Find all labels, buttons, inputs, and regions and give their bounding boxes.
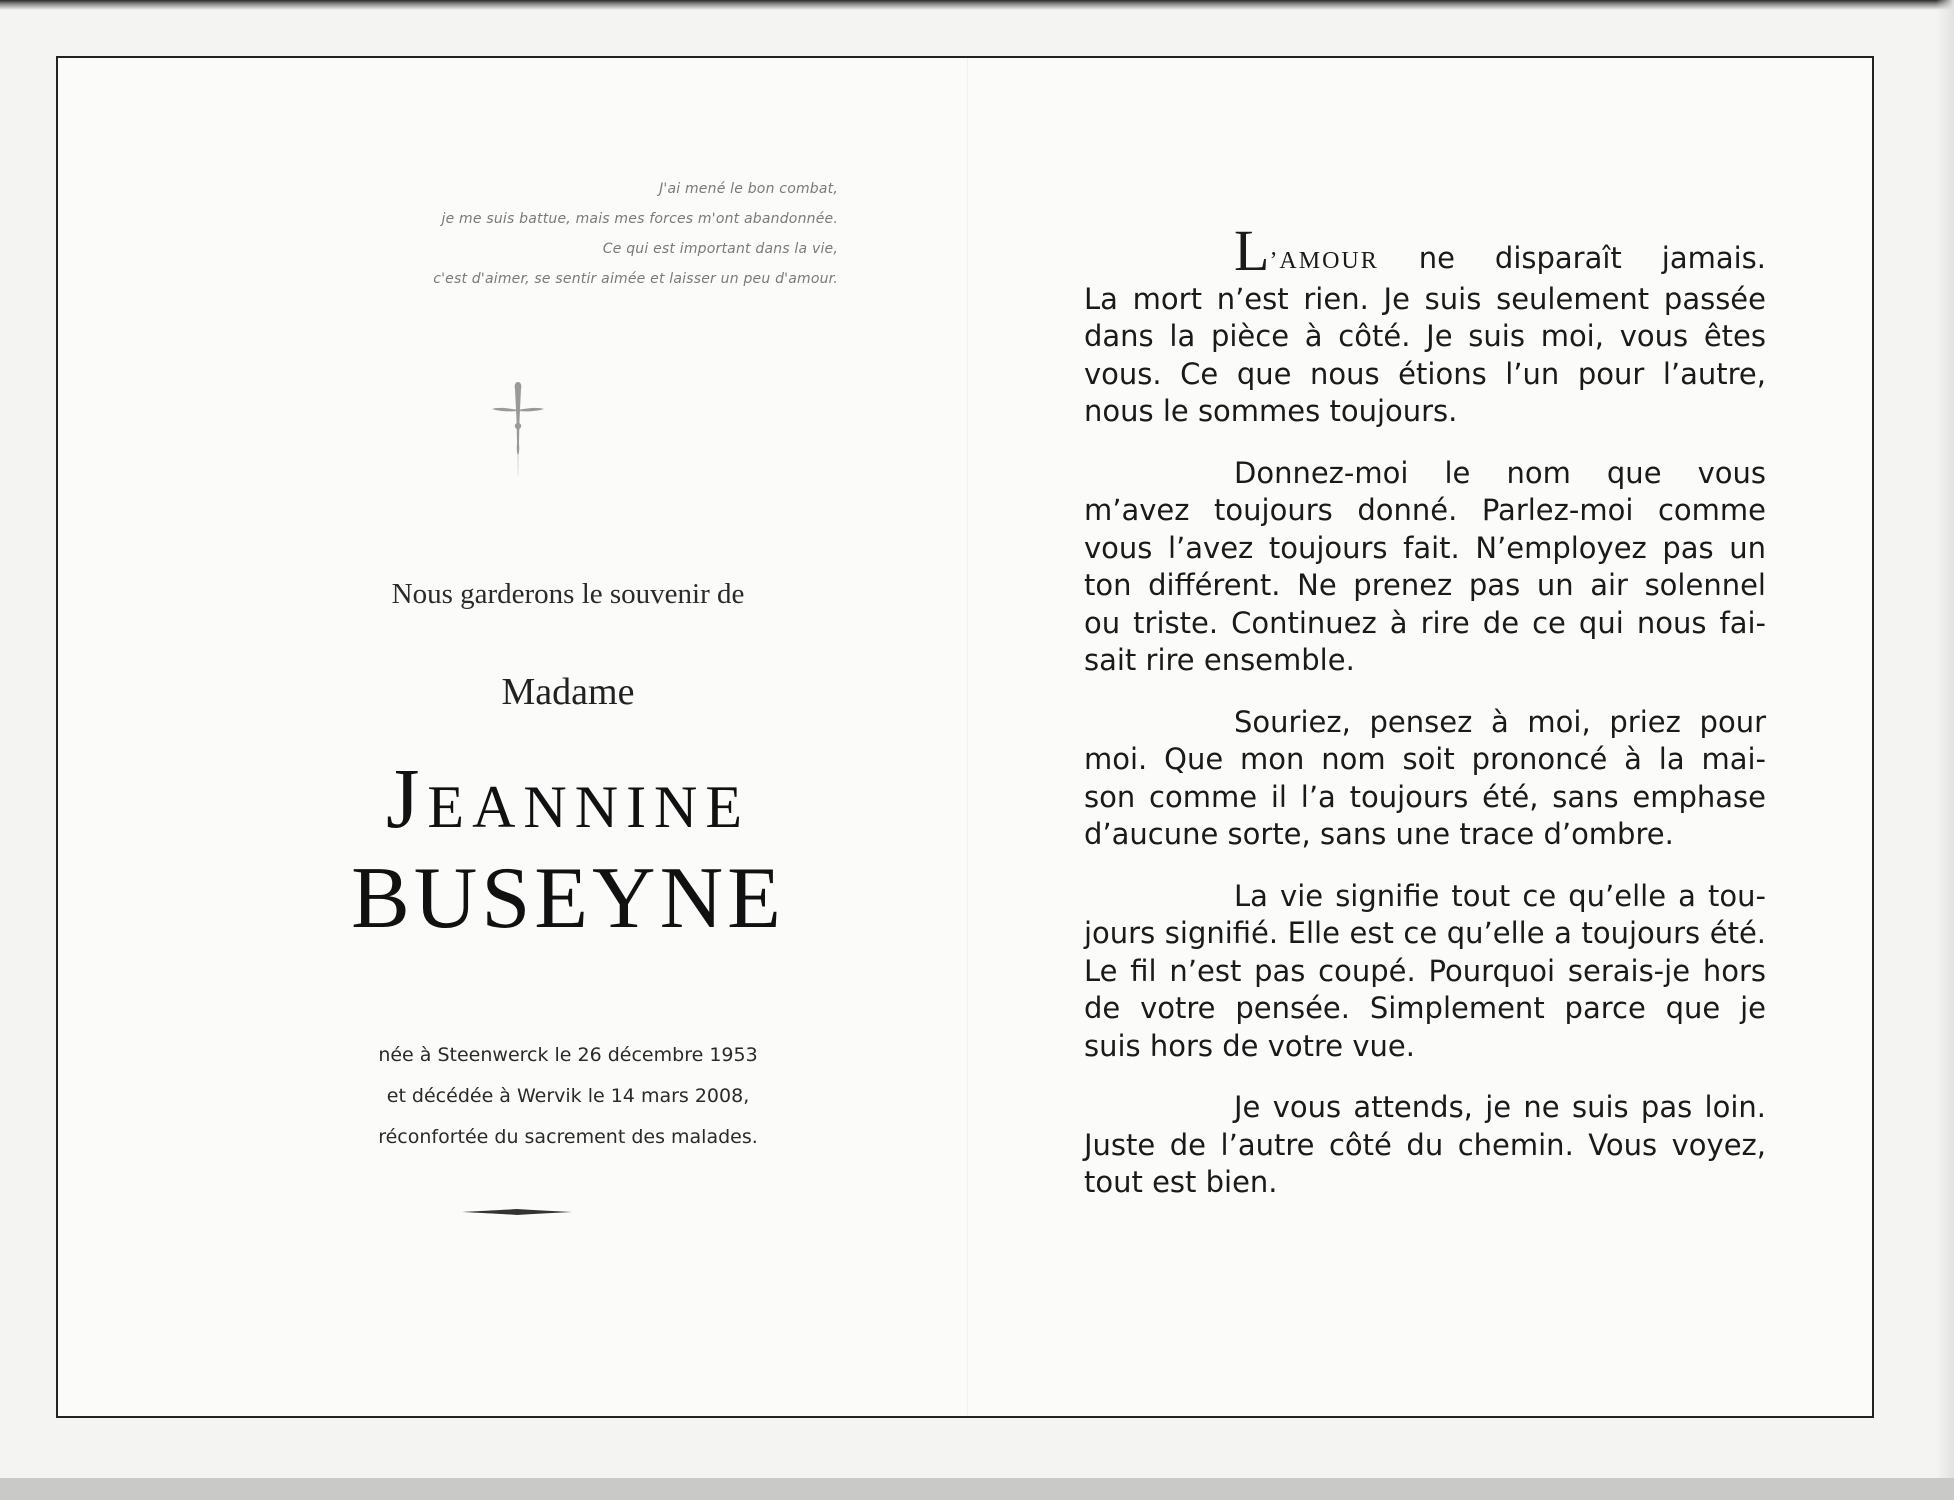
honorific: Madame — [501, 671, 635, 713]
first-name-rest: EANNINE — [427, 774, 751, 840]
poem — [1084, 218, 1766, 1226]
epigraph-line: je me suis battue, mais mes forces m'ont abandonnée. — [441, 211, 838, 227]
poem-line: Je vous attends, je ne suis pas loin. — [1234, 1090, 1766, 1124]
poem-paragraph-1 — [1084, 218, 1766, 431]
poem-line: m’avez toujours donné. Parlez-moi comme — [1084, 493, 1766, 527]
poem-line: ou triste. Continuez à rire de ce qui nous fai- — [1084, 605, 1766, 640]
poem-line: ton différent. Ne prenez pas un air solennel — [1084, 568, 1766, 602]
cross-icon — [488, 380, 548, 490]
poem-line: vous l’avez toujours fait. N’employez pas un — [1084, 530, 1766, 565]
drop-cap: L — [1234, 218, 1270, 283]
bio-line: née à Steenwerck le 26 décembre 1953 — [378, 1044, 758, 1066]
poem-line: suis hors de votre vue. — [1084, 1028, 1415, 1063]
bio-line: réconfortée du sacrement des malades. — [378, 1126, 758, 1148]
poem-line: d’aucune sorte, sans une trace d’ombre. — [1084, 817, 1674, 851]
epigraph-line: c'est d'aimer, se sentir aimée et laisser un peu d'amour. — [433, 271, 838, 287]
epigraph-line: J'ai mené le bon combat, — [659, 181, 838, 197]
poem-paragraph-3 — [1084, 704, 1766, 854]
poem-line-text: ne disparaît jamais. — [1418, 241, 1766, 275]
epigraph — [198, 174, 838, 294]
epigraph-line: Ce qui est important dans la vie, — [602, 241, 838, 257]
poem-line: Le fil n’est pas coupé. Pourquoi serais-je hors — [1084, 953, 1766, 988]
poem-line: La vie signifie tout ce qu’elle a tou- — [1234, 878, 1766, 913]
poem-line: nous le sommes toujours. — [1084, 394, 1458, 428]
poem-line: jours signifié. Elle est ce qu’elle a toujours été. — [1084, 916, 1766, 950]
poem-line: de votre pensée. Simplement parce que je — [1084, 991, 1766, 1025]
poem-line: vous. Ce que nous étions l’un pour l’autre, — [1084, 356, 1766, 391]
intro-text: Nous garderons le souvenir de — [391, 578, 745, 610]
scan-top-shadow — [0, 0, 1954, 10]
first-name — [258, 748, 878, 848]
memorial-card — [56, 56, 1874, 1418]
poem-paragraph-2 — [1084, 455, 1766, 680]
poem-line: La mort n’est rien. Je suis seulement passée — [1084, 281, 1766, 316]
poem-line: Juste de l’autre côté du chemin. Vous voyez, — [1084, 1127, 1766, 1162]
poem-line: Souriez, pensez à moi, priez pour — [1234, 704, 1766, 739]
poem-line: sait rire ensemble. — [1084, 643, 1355, 677]
divider-ornament — [462, 1206, 572, 1218]
poem-line: dans la pièce à côté. Je suis moi, vous êtes — [1084, 319, 1766, 353]
first-name-initial: J — [385, 750, 428, 846]
last-name: BUSEYNE — [351, 850, 785, 947]
poem-line: tout est bien. — [1084, 1165, 1278, 1199]
scan-bottom-edge — [0, 1478, 1954, 1500]
poem-line: Donnez-moi le nom que vous — [1234, 455, 1766, 490]
opening-word: ’AMOUR — [1269, 248, 1379, 274]
bio-line: et décédée à Wervik le 14 mars 2008, — [386, 1085, 750, 1107]
poem-line: moi. Que mon nom soit prononcé à la mai- — [1084, 742, 1766, 776]
poem-paragraph-4 — [1084, 878, 1766, 1066]
poem-line — [1084, 218, 1766, 283]
poem-paragraph-5 — [1084, 1089, 1766, 1202]
biography — [258, 1035, 878, 1158]
scan-right-edge — [1936, 0, 1954, 1500]
card-fold — [967, 58, 968, 1416]
poem-line: son comme il l’a toujours été, sans emphase — [1084, 779, 1766, 814]
